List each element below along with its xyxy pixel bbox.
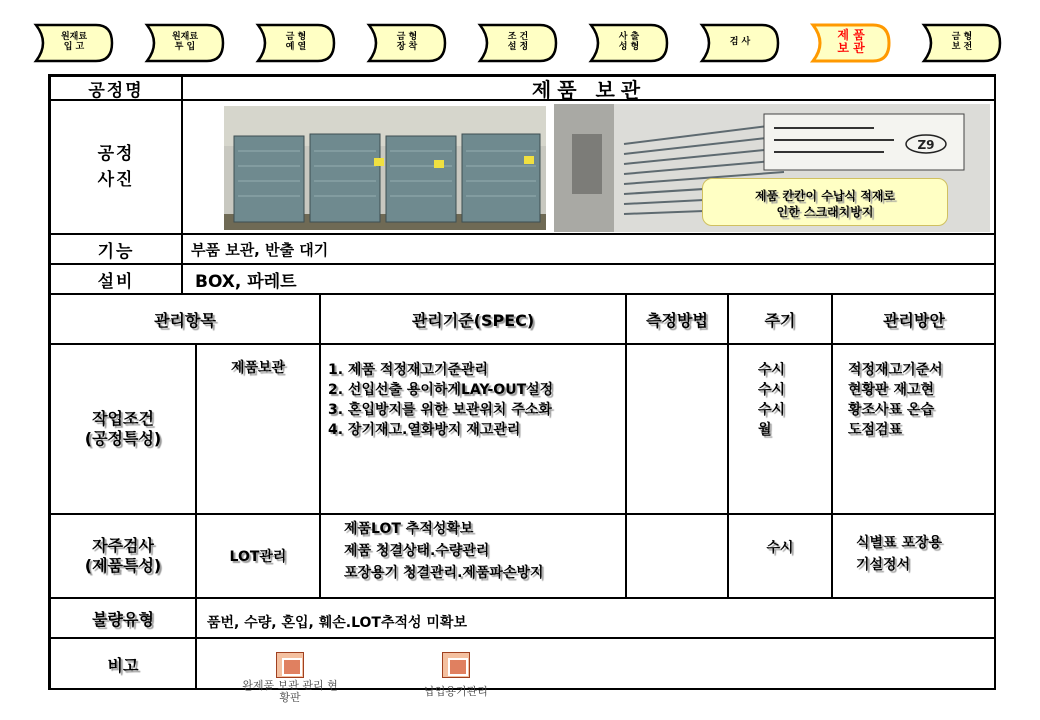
presentation-file-icon[interactable]: [276, 652, 304, 678]
tag-code-text: Z9: [917, 138, 935, 152]
flow-step-label: 사 출 성 형: [618, 32, 640, 52]
function-label: 기능: [50, 234, 182, 264]
flow-step-7: [696, 22, 778, 62]
self-method-cell: [626, 514, 728, 598]
flow-step-label: 원재료 투 입: [171, 32, 199, 52]
work-spec-1: 1. 제품 적정재고기준관리: [328, 362, 489, 378]
self-sub: LOT관리: [196, 514, 320, 598]
process-name-label: 공정명: [50, 76, 182, 100]
process-flow: [30, 22, 1030, 66]
flow-step-8: [807, 22, 889, 62]
self-plan-list: [856, 532, 942, 576]
self-spec-list: [344, 518, 544, 584]
work-label: 작업조건 (공정특성): [50, 344, 196, 514]
work-plan-2: 현황판 재고현: [848, 382, 935, 398]
attachment-caption: 납입용기관리: [424, 685, 488, 698]
photo-label: 공정 사진: [50, 100, 182, 234]
defect-value: 품번, 수량, 혼입, 훼손.LOT추적성 미확보: [196, 598, 996, 638]
header-spec: 관리기준(SPEC): [320, 294, 626, 344]
work-spec-3: 3. 혼입방지를 위한 보관위치 주소화: [328, 402, 552, 418]
flow-step-5: [474, 22, 556, 62]
flow-step-2: [141, 22, 223, 62]
self-plan-2: 기설정서: [856, 557, 911, 573]
flow-step-label: 금 형 보 전: [951, 32, 973, 52]
work-plan-list: [848, 360, 943, 440]
self-plan-1: 식별표 포장용: [856, 535, 943, 551]
work-plan-4: 도점검표: [848, 422, 903, 438]
self-label: 자주검사 (제품특성): [50, 514, 196, 598]
flow-step-6: [585, 22, 667, 62]
flow-step-label: 조 건 설 정: [507, 32, 529, 52]
work-cycle-3: 수시: [758, 402, 786, 418]
flow-step-label: 검 사: [729, 37, 751, 47]
work-cycle-1: 수시: [758, 362, 786, 378]
defect-label: 불량유형: [50, 598, 196, 638]
flow-step-1: [30, 22, 112, 62]
process-sheet: [48, 74, 996, 704]
work-cycle-2: 수시: [758, 382, 786, 398]
flow-step-label: 원재료 입 고: [60, 32, 88, 52]
attachment-container-mgmt[interactable]: [424, 652, 552, 698]
work-cycle-list: [758, 360, 785, 440]
header-item: 관리항목: [50, 294, 320, 344]
work-sub: 제품보관: [230, 360, 286, 376]
flow-step-4: [363, 22, 445, 62]
self-spec-2: 제품 청결상태.수량관리: [344, 543, 490, 559]
remark-label: 비고: [50, 638, 196, 690]
work-method-cell: [626, 344, 728, 514]
self-spec-3: 포장용기 청결관리.제품파손방지: [344, 565, 544, 581]
function-value: 부품 보관, 반출 대기: [182, 234, 996, 264]
work-spec-list: [328, 360, 553, 440]
flow-step-label: 금 형 장 착: [396, 32, 418, 52]
self-spec-1: 제품LOT 추적성확보: [344, 521, 474, 537]
photo-note: 제품 칸칸이 수납식 적재로 인한 스크래치방지: [702, 178, 948, 226]
work-cycle-4: 월: [758, 422, 772, 438]
process-name-value: 제품 보관: [182, 76, 996, 100]
attachment-caption: 완제품 보관 관리 현 황판: [242, 679, 338, 704]
flow-step-3: [252, 22, 334, 62]
attachment-storage-board[interactable]: [242, 652, 386, 704]
equipment-value: BOX, 파레트: [182, 264, 996, 294]
self-cycle: 수시: [728, 514, 832, 598]
flow-step-label: 제 품 보 관: [837, 28, 865, 55]
header-plan: 관리방안: [832, 294, 996, 344]
work-spec-4: 4. 장기재고.열화방지 재고관리: [328, 422, 521, 438]
presentation-file-icon[interactable]: [442, 652, 470, 678]
flow-step-label: 금 형 예 열: [285, 32, 307, 52]
equipment-label: 설비: [50, 264, 182, 294]
header-cycle: 주기: [728, 294, 832, 344]
storage-rack-photo: [224, 106, 546, 230]
work-plan-3: 황조사표 온습: [848, 402, 935, 418]
work-spec-2: 2. 선입선출 용이하게LAY-OUT설정: [328, 382, 554, 398]
work-plan-1: 적정재고기준서: [848, 362, 943, 378]
flow-step-9: [918, 22, 1000, 62]
header-method: 측정방법: [626, 294, 728, 344]
